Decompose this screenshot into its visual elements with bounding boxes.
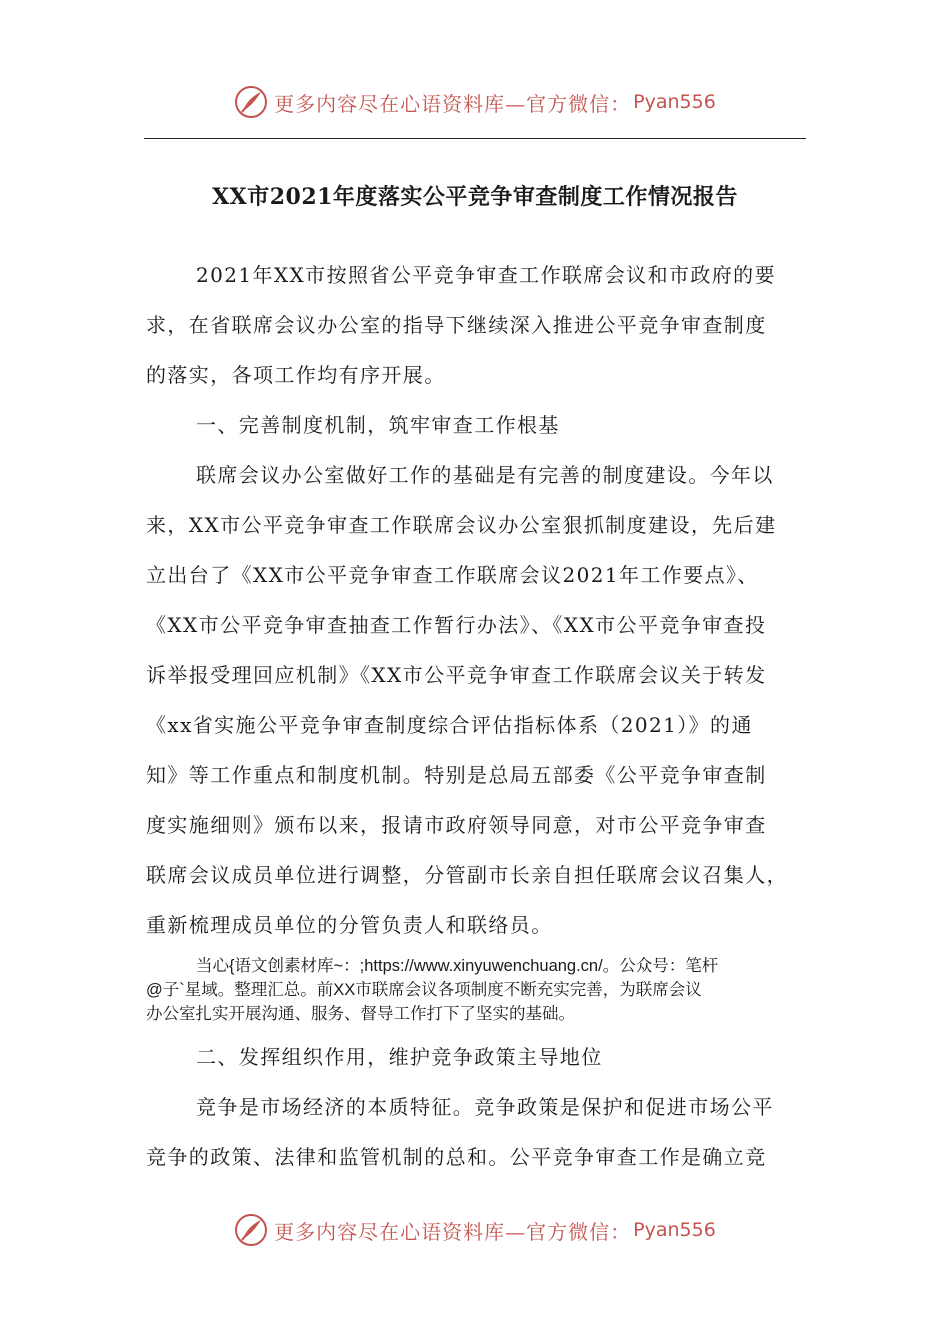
banner-wechat-id: Pyan556 [633, 1219, 716, 1241]
paragraph-line: 立出台了《XX市公平竞争审查工作联席会议2021年工作要点》、 [146, 563, 759, 587]
note-line: @子`星域。整理汇总。前XX市联席会议各项制度不断充实完善，为联席会议 [146, 981, 702, 999]
paragraph-line: 度实施细则》颁布以来，报请市政府领导同意，对市公平竞争审查 [146, 813, 767, 837]
banner-wechat-id: Pyan556 [633, 91, 716, 113]
paragraph-line: 竞争的政策、法律和监管机制的总和。公平竞争审查工作是确立竞 [146, 1145, 767, 1169]
inserted-note-paragraph [146, 954, 808, 1026]
footer-banner [0, 1208, 950, 1252]
paragraph-line: 求，在省联席会议办公室的指导下继续深入推进公平竞争审查制度 [146, 313, 767, 337]
paragraph-line: 2021年XX市按照省公平竞争审查工作联席会议和市政府的要 [196, 263, 776, 287]
paragraph-line: 联席会议办公室做好工作的基础是有完善的制度建设。今年以 [196, 463, 774, 487]
paragraph-line: 联席会议成员单位进行调整，分管副市长亲自担任联席会议召集人， [146, 863, 788, 887]
section-heading-1: 一、完善制度机制，筑牢审查工作根基 [196, 413, 560, 437]
header-banner [0, 80, 950, 124]
paragraph-line: 来，XX市公平竞争审查工作联席会议办公室狠抓制度建设，先后建 [146, 513, 777, 537]
section-heading-2: 二、发挥组织作用，维护竞争政策主导地位 [196, 1045, 603, 1069]
quill-pen-logo-icon [234, 85, 268, 119]
paragraph-line: 竞争是市场经济的本质特征。竞争政策是保护和促进市场公平 [196, 1095, 774, 1119]
header-divider [144, 138, 806, 139]
document-title: XX市2021年度落实公平竞争审查制度工作情况报告 [212, 184, 738, 210]
document-body [146, 250, 808, 1182]
paragraph-line: 《XX市公平竞争审查抽查工作暂行办法》、《XX市公平竞争审查投 [146, 613, 767, 637]
note-line: 办公室扎实开展沟通、服务、督导工作打下了坚实的基础。 [146, 1005, 575, 1023]
banner-text: 更多内容尽在心语资料库—官方微信： [274, 91, 632, 116]
quill-pen-logo-icon [234, 1213, 268, 1247]
paragraph-line: 知》等工作重点和制度机制。特别是总局五部委《公平竞争审查制 [146, 763, 767, 787]
paragraph-line: 的落实，各项工作均有序开展。 [146, 363, 446, 387]
paragraph-line: 重新梳理成员单位的分管负责人和联络员。 [146, 913, 553, 937]
paragraph-line: 诉举报受理回应机制》《XX市公平竞争审查工作联席会议关于转发 [146, 663, 767, 687]
paragraph-line: 《xx省实施公平竞争审查制度综合评估指标体系（2021）》的通 [146, 713, 753, 737]
banner-text: 更多内容尽在心语资料库—官方微信： [274, 1219, 632, 1244]
note-line: 当心{语文创素材库~：;https://www.xinyuwenchuang.cn/。公众号：笔杆 [196, 957, 719, 975]
